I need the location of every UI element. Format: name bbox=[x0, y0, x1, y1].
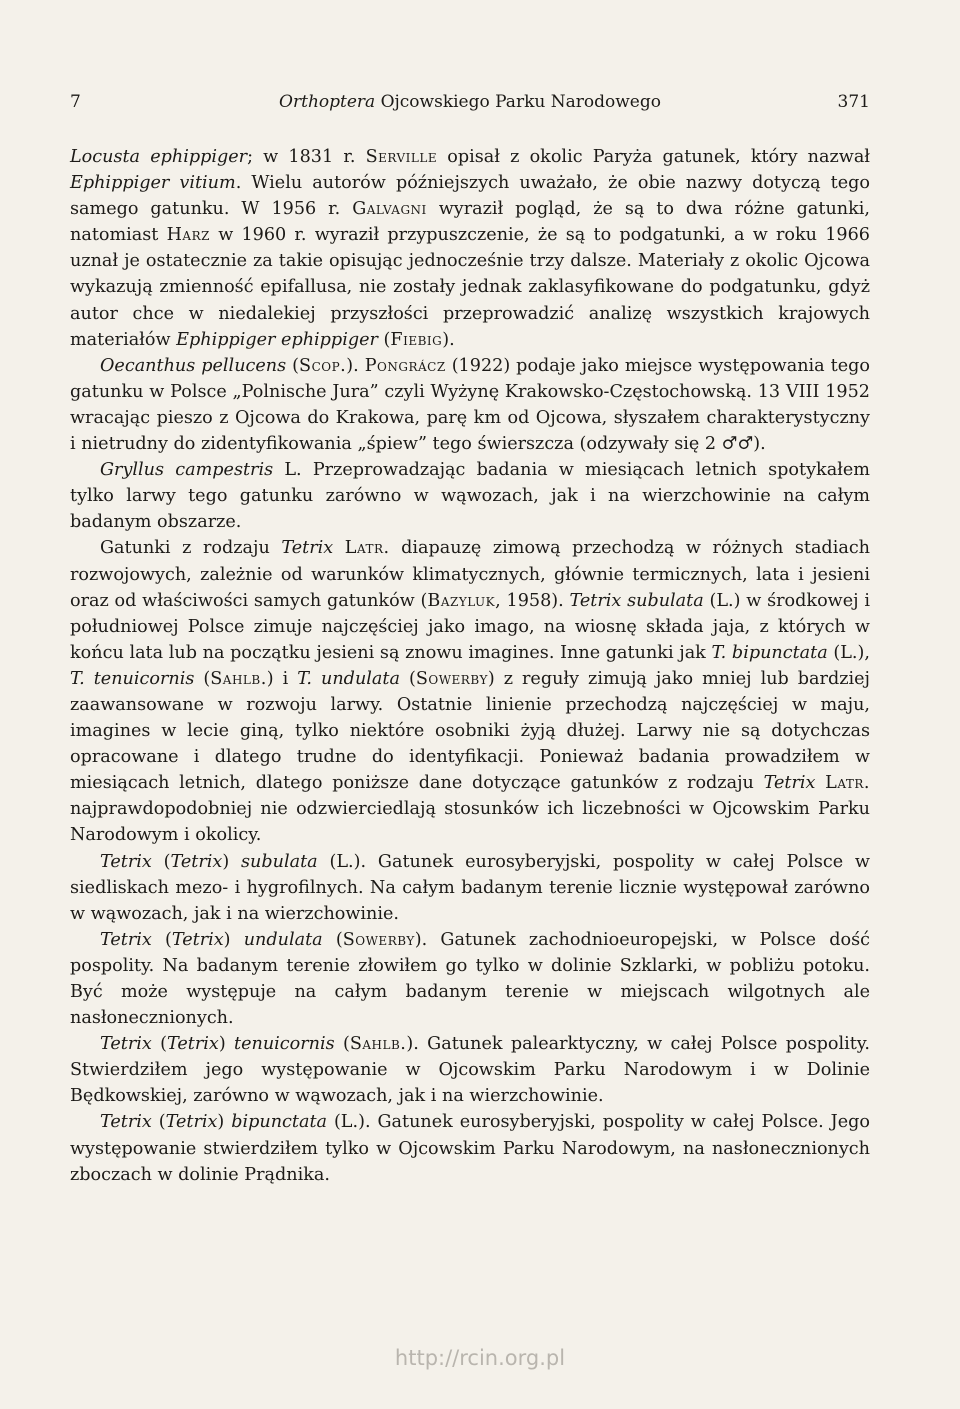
text-run: , 1958). bbox=[495, 590, 570, 611]
text-run: ( bbox=[194, 668, 211, 689]
running-title-rest: Ojcowskiego Parku Narodowego bbox=[375, 92, 661, 112]
text-run: ) i bbox=[266, 668, 298, 689]
italic-text: undulata bbox=[243, 929, 323, 950]
text-run: (1922) podaje jako miejsce występowania tego gatunku w Polsce „Polnische Jura” czyli Wyżynę Krakowsko-Częstochowską. 13 VIII 1952 wracając pieszo z Ojcowa do Krakowa, parę km od Ojcowa, słyszałem charakterystyczny i nietrudny do zidentyfikowania „śpiew” tego świerszcza (odzywały się 2 ♂♂). bbox=[70, 355, 870, 455]
author-name: Sowerby bbox=[342, 929, 415, 950]
italic-text: Tetrix bbox=[100, 851, 152, 872]
paragraph-tetrix-undulata bbox=[70, 927, 870, 1031]
page-chapter-number: 7 bbox=[70, 92, 81, 112]
text-run: ( bbox=[286, 355, 300, 376]
author-name: Harz bbox=[166, 225, 210, 246]
italic-text: Tetrix bbox=[167, 1034, 219, 1055]
italic-text: bipunctata bbox=[231, 1112, 328, 1133]
paragraph-locusta bbox=[70, 144, 870, 353]
text-run: (L.) w środkowej i południowej Polsce zimuje najczęściej jako imago, na wiosnę składa jaja, z których w końcu lata lub na początku jesieni są znowu imagines. Inne gatunki jak bbox=[70, 590, 870, 663]
author-name: Fiebig bbox=[390, 329, 443, 350]
text-run: ). Gatunek zachodnioeuropejski, w Polsce dość pospolity. Na badanym terenie złowiłem go tylko w dolinie Szklarki, w pobliżu potoku. Być może występuje na całym badanym terenie w miejscach wilgotnych ale nasłonecznionych. bbox=[70, 929, 870, 1029]
italic-text: tenuicornis bbox=[234, 1034, 335, 1055]
text-run: w 1960 r. wyraził przypuszczenie, że są to podgatunki, a w roku 1966 uznał je ostatecznie za takie opisując jednocześnie trzy dalsze. Materiały z okolic Ojcowa wykazują zmienność epifallusa, nie zostały jednak zaklasyfikowane do podgatunku, gdyż autor chce w niedalekiej przyszłości przeprowadzić analizę wszystkich krajowych materiałów bbox=[70, 225, 870, 350]
paragraph-tetrix-genus bbox=[70, 535, 870, 848]
text-run: ( bbox=[151, 1112, 166, 1133]
italic-text: Tetrix bbox=[763, 773, 816, 794]
watermark: http://rcin.org.pl bbox=[394, 1346, 566, 1370]
author-name: Sahlb. bbox=[349, 1034, 407, 1055]
italic-text: subulata bbox=[241, 851, 318, 872]
italic-text: Tetrix bbox=[100, 929, 152, 950]
text-run: ( bbox=[322, 929, 343, 950]
body-text bbox=[70, 144, 870, 1188]
italic-text: Tetrix bbox=[100, 1112, 152, 1133]
italic-text: Tetrix bbox=[281, 538, 334, 559]
italic-text: Ephippiger vitium bbox=[70, 173, 236, 194]
paragraph-tetrix-subulata bbox=[70, 849, 870, 927]
author-name: Bazyluk bbox=[427, 590, 496, 611]
italic-text: Ephippiger ephippiger bbox=[176, 329, 378, 350]
author-name: Scop. bbox=[299, 355, 347, 376]
text-run: ) bbox=[217, 1112, 232, 1133]
italic-text: Tetrix bbox=[170, 851, 223, 872]
text-run: ( bbox=[151, 929, 172, 950]
text-run: ) bbox=[222, 851, 242, 872]
text-run: ( bbox=[151, 1034, 167, 1055]
text-run: ). Gatunek palearktyczny, w całej Polsce pospolity. Stwierdziłem jego występowanie w Ojcowskim Parku Narodowym i w Dolinie Będkowskiej, zarówno w wąwozach, jak i na wierzchowinie. bbox=[70, 1034, 870, 1107]
italic-text: Tetrix bbox=[171, 929, 224, 950]
author-name: Sowerby bbox=[415, 668, 488, 689]
text-run: ) z reguły zimują jako mniej lub bardziej zaawansowane w rozwoju larwy. Ostatnie linienie przechodzą najczęściej w maju, imagines w lecie giną, tylko niektóre osobniki żyją dłużej. Larwy nie są dotychczas opracowane i dlatego trudne do identyfikacji. Ponieważ badania prowadziłem w miesiącach letnich, dlatego poniższe dane dotyczące gatunków z rodzaju bbox=[70, 668, 870, 794]
text-run: ) bbox=[218, 1034, 234, 1055]
italic-text: T. bipunctata bbox=[711, 642, 828, 663]
italic-text: T. tenuicornis bbox=[70, 668, 195, 689]
author-name: Latr. bbox=[825, 773, 870, 794]
text-run: . Wielu autorów późniejszych uważało, że obie nazwy dotyczą tego samego gatunku. W 1956 r. bbox=[70, 173, 871, 220]
italic-text: Tetrix bbox=[100, 1034, 152, 1055]
page-number: 371 bbox=[837, 92, 870, 112]
text-run: ). bbox=[442, 329, 455, 350]
text-run: ( bbox=[377, 329, 391, 350]
text-run bbox=[815, 773, 825, 793]
italic-text: T. undulata bbox=[297, 668, 400, 689]
text-run: ( bbox=[334, 1034, 350, 1055]
text-run: opisał z okolic Paryża gatunek, który nazwał bbox=[437, 147, 871, 167]
italic-text: Gryllus campestris bbox=[100, 460, 274, 481]
text-run: ). bbox=[346, 355, 365, 376]
text-run: wyraził pogląd, że są to dwa różne gatunki, natomiast bbox=[70, 199, 870, 246]
text-run: ) bbox=[223, 929, 244, 950]
text-run: (L.). Gatunek eurosyberyjski, pospolity w całej Polsce w siedliskach mezo- i hygrofilnych. Na całym badanym terenie licznie występował zarówno w wąwozach, jak i na wierzchowinie. bbox=[70, 851, 870, 924]
italic-text: Oecanthus pellucens bbox=[100, 355, 287, 376]
author-name: Latr. bbox=[344, 538, 390, 559]
text-run: ( bbox=[151, 851, 171, 872]
paragraph-tetrix-tenuicornis bbox=[70, 1031, 870, 1109]
text-run: Gatunki z rodzaju bbox=[100, 538, 282, 559]
running-title bbox=[70, 92, 870, 112]
text-run: (L.). Gatunek eurosyberyjski, pospolity w całej Polsce. Jego występowanie stwierdziłem tylko w Ojcowskim Parku Narodowym, na nasłonecznionych zboczach w dolinie Prądnika. bbox=[70, 1112, 870, 1185]
italic-text: Tetrix bbox=[165, 1112, 218, 1133]
author-name: Galvagni bbox=[352, 199, 427, 220]
text-run: (L.), bbox=[827, 642, 870, 663]
author-name: Serville bbox=[365, 147, 438, 167]
text-run: diapauzę zimową przechodzą w różnych stadiach rozwojowych, zależnie od warunków klimatycznych, głównie termicznych, lata i jesieni oraz od właściwości samych gatunków ( bbox=[70, 538, 870, 611]
text-run: najprawdopodobniej nie odzwierciedlają stosunków ich liczebności w Ojcowskim Parku Narodowym i okolicy. bbox=[70, 799, 870, 846]
text-run bbox=[333, 538, 345, 558]
text-run: ( bbox=[399, 668, 416, 689]
paragraph-tetrix-bipunctata bbox=[70, 1109, 870, 1187]
italic-text: Locusta ephippiger bbox=[70, 147, 248, 167]
author-name: Pongrácz bbox=[364, 355, 446, 376]
paragraph-gryllus bbox=[70, 457, 870, 535]
text-run: L. Przeprowadzając badania w miesiącach letnich spotykałem tylko larwy tego gatunku zarówno w wąwozach, jak i na wierzchowinie na całym badanym obszarze. bbox=[70, 460, 870, 533]
text-run: ; w 1831 r. bbox=[247, 147, 366, 167]
italic-text: Tetrix subulata bbox=[569, 590, 704, 611]
author-name: Sahlb. bbox=[210, 668, 267, 689]
running-title-italic: Orthoptera bbox=[279, 92, 376, 112]
running-header bbox=[70, 92, 870, 122]
paragraph-oecanthus bbox=[70, 353, 870, 457]
